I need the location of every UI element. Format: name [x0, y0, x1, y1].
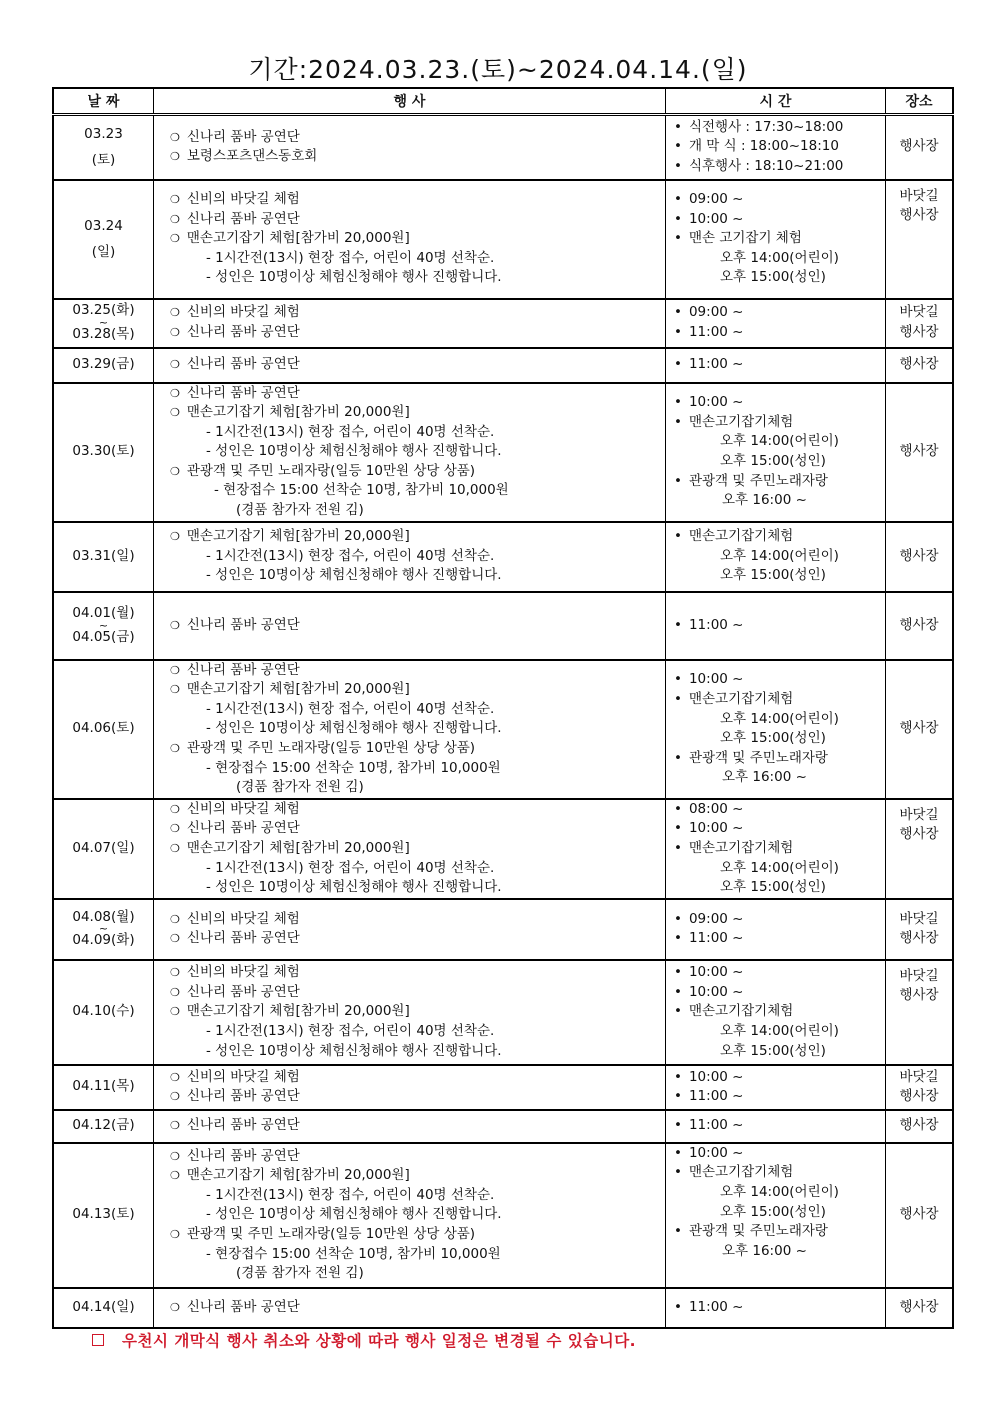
- notice-text: 우천시 개막식 행사 취소와 상황에 따라 행사 일정은 변경될 수 있습니다.: [122, 1332, 637, 1350]
- table-header-row: [53, 88, 953, 115]
- time-cell: [666, 383, 886, 522]
- time-item: • 11:00 ~: [674, 1116, 885, 1136]
- date-cell: [53, 592, 154, 660]
- date-text: 03.24: [84, 218, 123, 234]
- event-item: ❍ 관광객 및 주민 노래자랑(일등 10만원 상당 상품): [170, 1225, 665, 1245]
- table-row: [53, 348, 953, 383]
- table-row: [53, 899, 953, 960]
- time-item: • 관광객 및 주민노래자랑: [674, 749, 885, 769]
- time-item: 오후 15:00(성인): [720, 730, 826, 747]
- time-item: • 10:00 ~: [674, 819, 885, 839]
- place-text: 행사장: [899, 443, 939, 460]
- table-row: [53, 1110, 953, 1143]
- event-item: ❍ 맨손고기잡기 체험[참가비 20,000원]: [170, 403, 665, 423]
- event-item: ❍ 신나리 품바 공연단: [170, 616, 665, 636]
- place-cell: [886, 299, 954, 348]
- place-text: 행사장: [899, 987, 939, 1004]
- time-cell: [666, 299, 886, 348]
- time-item: 오후 14:00(어린이): [720, 249, 839, 266]
- place-cell: [886, 1065, 954, 1110]
- event-detail: - 성인은 10명이상 체험신청해야 행사 진행합니다.: [206, 443, 502, 460]
- event-item: ❍ 신나리 품바 공연단: [170, 661, 665, 681]
- place-cell: [886, 660, 954, 799]
- time-item: 오후 16:00 ~: [722, 769, 807, 786]
- date-text: 04.09(화): [72, 932, 135, 949]
- date-cell: [53, 960, 154, 1065]
- place-cell: [886, 115, 954, 180]
- time-item: 오후 16:00 ~: [722, 1242, 807, 1259]
- event-cell: [154, 592, 666, 660]
- event-item: ❍ 신나리 품바 공연단: [170, 1298, 665, 1318]
- range-tilde: ~: [98, 618, 109, 632]
- date-text: 03.28(목): [72, 326, 135, 342]
- date-text: 04.14(일): [72, 1298, 135, 1315]
- event-cell: [154, 960, 666, 1065]
- event-detail: - 성인은 10명이상 체험신청해야 행사 진행합니다.: [206, 720, 502, 737]
- place-cell: [886, 1110, 954, 1143]
- date-cell: [53, 522, 154, 592]
- time-item: • 관광객 및 주민노래자랑: [674, 472, 885, 492]
- time-item: 오후 15:00(성인): [720, 1042, 826, 1059]
- time-cell: [666, 660, 886, 799]
- date-text: 04.10(수): [72, 1003, 135, 1020]
- event-item: ❍ 신비의 바닷길 체험: [170, 800, 665, 820]
- table-row: [53, 115, 953, 180]
- event-cell: [154, 348, 666, 383]
- event-cell: [154, 1143, 666, 1288]
- time-cell: [666, 799, 886, 899]
- header-time: 시 간: [666, 88, 886, 115]
- place-text: 행사장: [899, 1298, 939, 1315]
- table-row: [53, 383, 953, 522]
- time-cell: [666, 899, 886, 960]
- event-item: ❍ 신비의 바닷길 체험: [170, 190, 665, 210]
- time-item: • 10:00 ~: [674, 210, 885, 230]
- date-text: 03.29(금): [72, 356, 135, 373]
- schedule-body: [53, 115, 953, 1328]
- header-place: 장소: [886, 88, 954, 115]
- time-cell: [666, 1143, 886, 1288]
- event-item: ❍ 보령스포츠댄스동호회: [170, 147, 665, 167]
- date-cell: [53, 348, 154, 383]
- time-cell: [666, 1110, 886, 1143]
- date-text: 04.08(월): [72, 908, 135, 925]
- time-item: • 식후행사 : 18:10~21:00: [674, 157, 885, 177]
- page-title: 기간:2024.03.23.(토)~2024.04.14.(일): [248, 55, 748, 84]
- place-text: 행사장: [899, 1117, 939, 1134]
- time-item: • 식전행사 : 17:30~18:00: [674, 118, 885, 138]
- date-cell: [53, 1065, 154, 1110]
- date-text: 04.07(일): [72, 840, 135, 856]
- time-item: 오후 15:00(성인): [720, 1203, 826, 1220]
- date-text: 04.12(금): [72, 1117, 135, 1134]
- date-cell: [53, 1288, 154, 1328]
- date-text: 03.25(화): [72, 302, 135, 319]
- place-text: 행사장: [899, 826, 939, 843]
- place-text: 행사장: [899, 1206, 939, 1223]
- time-cell: [666, 522, 886, 592]
- event-item: ❍ 신비의 바닷길 체험: [170, 963, 665, 983]
- date-cell: [53, 180, 154, 299]
- event-item: ❍ 신비의 바닷길 체험: [170, 910, 665, 930]
- event-cell: [154, 799, 666, 899]
- time-item: • 08:00 ~: [674, 800, 885, 820]
- time-item: • 09:00 ~: [674, 910, 885, 930]
- header-event: 행 사: [154, 88, 666, 115]
- place-text: 행사장: [899, 138, 939, 155]
- date-text: (일): [91, 244, 116, 260]
- place-text: 행사장: [899, 720, 939, 737]
- table-row: [53, 1065, 953, 1110]
- place-cell: [886, 383, 954, 522]
- range-tilde: ~: [98, 922, 109, 936]
- table-row: [53, 960, 953, 1065]
- event-detail: - 성인은 10명이상 체험신청해야 행사 진행합니다.: [206, 1042, 502, 1059]
- event-detail: - 1시간전(13시) 현장 접수, 어린이 40명 선착순.: [206, 859, 495, 876]
- place-cell: [886, 180, 954, 299]
- time-item: • 09:00 ~: [674, 190, 885, 210]
- place-text: 행사장: [899, 207, 939, 224]
- date-text: 03.23: [84, 126, 123, 143]
- event-item: ❍ 맨손고기잡기 체험[참가비 20,000원]: [170, 229, 665, 249]
- time-item: • 10:00 ~: [674, 963, 885, 983]
- time-item: • 개 막 식 : 18:00~18:10: [674, 137, 885, 157]
- event-detail: - 성인은 10명이상 체험신청해야 행사 진행합니다.: [206, 1206, 502, 1223]
- event-item: ❍ 신나리 품바 공연단: [170, 128, 665, 148]
- place-cell: [886, 799, 954, 899]
- event-item: ❍ 관광객 및 주민 노래자랑(일등 10만원 상당 상품): [170, 739, 665, 759]
- time-item: 오후 14:00(어린이): [720, 710, 839, 727]
- event-item: ❍ 신나리 품바 공연단: [170, 323, 665, 343]
- table-row: [53, 660, 953, 799]
- date-text: 04.06(토): [72, 720, 135, 737]
- event-detail: (경품 참가자 전원 김): [236, 779, 364, 796]
- time-cell: [666, 960, 886, 1065]
- event-detail: - 1시간전(13시) 현장 접수, 어린이 40명 선착순.: [206, 423, 495, 440]
- event-item: ❍ 맨손고기잡기 체험[참가비 20,000원]: [170, 1002, 665, 1022]
- time-cell: [666, 348, 886, 383]
- table-row: [53, 1143, 953, 1288]
- time-item: • 10:00 ~: [674, 670, 885, 690]
- time-item: 오후 15:00(성인): [720, 453, 826, 470]
- event-item: ❍ 신나리 품바 공연단: [170, 210, 665, 230]
- time-item: • 11:00 ~: [674, 1087, 885, 1107]
- event-detail: - 1시간전(13시) 현장 접수, 어린이 40명 선착순.: [206, 1023, 495, 1040]
- date-cell: [53, 660, 154, 799]
- place-cell: [886, 899, 954, 960]
- date-text: 04.11(목): [72, 1078, 135, 1095]
- place-text: 행사장: [899, 547, 939, 564]
- event-item: ❍ 신나리 품바 공연단: [170, 819, 665, 839]
- time-cell: [666, 592, 886, 660]
- schedule-table: [52, 87, 954, 1329]
- event-detail: - 성인은 10명이상 체험신청해야 행사 진행합니다.: [206, 879, 502, 896]
- place-text: 행사장: [899, 1088, 939, 1105]
- time-item: 오후 14:00(어린이): [720, 433, 839, 450]
- event-item: ❍ 맨손고기잡기 체험[참가비 20,000원]: [170, 527, 665, 547]
- event-cell: [154, 115, 666, 180]
- date-text: 04.13(토): [72, 1206, 135, 1223]
- time-item: 오후 15:00(성인): [720, 269, 826, 286]
- event-detail: (경품 참가자 전원 김): [236, 1265, 364, 1282]
- time-item: • 맨손고기잡기체험: [674, 1163, 885, 1183]
- time-item: • 관광객 및 주민노래자랑: [674, 1222, 885, 1242]
- date-text: 04.01(월): [72, 605, 135, 622]
- event-detail: - 성인은 10명이상 체험신청해야 행사 진행합니다.: [206, 269, 502, 286]
- event-item: ❍ 신나리 품바 공연단: [170, 983, 665, 1003]
- event-item: ❍ 신나리 품바 공연단: [170, 384, 665, 404]
- event-item: ❍ 신나리 품바 공연단: [170, 929, 665, 949]
- event-detail: (경품 참가자 전원 김): [236, 502, 364, 519]
- time-item: • 맨손고기잡기체험: [674, 413, 885, 433]
- event-detail: - 1시간전(13시) 현장 접수, 어린이 40명 선착순.: [206, 547, 495, 564]
- date-text: (토): [91, 152, 116, 169]
- event-detail: - 현장접수 15:00 선착순 10명, 참가비 10,000원: [214, 482, 509, 499]
- event-cell: [154, 383, 666, 522]
- time-cell: [666, 1288, 886, 1328]
- place-cell: [886, 1143, 954, 1288]
- range-tilde: ~: [98, 316, 109, 329]
- time-item: • 11:00 ~: [674, 616, 885, 636]
- event-detail: - 1시간전(13시) 현장 접수, 어린이 40명 선착순.: [206, 700, 495, 717]
- time-item: • 맨손고기잡기체험: [674, 690, 885, 710]
- place-text: 행사장: [899, 616, 939, 633]
- event-detail: - 현장접수 15:00 선착순 10명, 참가비 10,000원: [206, 1245, 501, 1262]
- place-text: 행사장: [899, 324, 939, 340]
- event-cell: [154, 299, 666, 348]
- event-cell: [154, 522, 666, 592]
- time-item: 오후 16:00 ~: [722, 492, 807, 509]
- checkbox-square-icon: [92, 1334, 104, 1346]
- date-text: 04.05(금): [72, 628, 135, 645]
- place-text: 바닷길: [899, 187, 939, 204]
- time-item: • 10:00 ~: [674, 1068, 885, 1088]
- table-row: [53, 180, 953, 299]
- time-item: 오후 14:00(어린이): [720, 859, 839, 876]
- table-row: [53, 522, 953, 592]
- event-item: ❍ 신나리 품바 공연단: [170, 1116, 665, 1136]
- event-detail: - 현장접수 15:00 선착순 10명, 참가비 10,000원: [206, 759, 501, 776]
- table-row: [53, 799, 953, 899]
- date-cell: [53, 383, 154, 522]
- event-item: ❍ 신비의 바닷길 체험: [170, 1068, 665, 1088]
- date-cell: [53, 899, 154, 960]
- place-cell: [886, 960, 954, 1065]
- date-cell: [53, 799, 154, 899]
- event-item: ❍ 관광객 및 주민 노래자랑(일등 10만원 상당 상품): [170, 462, 665, 482]
- event-item: ❍ 신나리 품바 공연단: [170, 1147, 665, 1167]
- time-cell: [666, 1065, 886, 1110]
- time-cell: [666, 115, 886, 180]
- place-text: 행사장: [899, 930, 939, 947]
- time-item: • 11:00 ~: [674, 929, 885, 949]
- notice: [92, 1329, 636, 1351]
- time-item: • 10:00 ~: [674, 393, 885, 413]
- date-cell: [53, 1110, 154, 1143]
- time-item: • 맨손고기잡기체험: [674, 527, 885, 547]
- event-item: ❍ 신비의 바닷길 체험: [170, 303, 665, 323]
- time-item: • 10:00 ~: [674, 1144, 885, 1164]
- time-item: • 09:00 ~: [674, 303, 885, 323]
- time-item: • 맨손고기잡기체험: [674, 1002, 885, 1022]
- time-item: • 맨손고기잡기체험: [674, 839, 885, 859]
- time-item: 오후 14:00(어린이): [720, 547, 839, 564]
- time-item: • 11:00 ~: [674, 323, 885, 343]
- time-item: • 11:00 ~: [674, 1298, 885, 1318]
- time-item: 오후 15:00(성인): [720, 567, 826, 584]
- place-text: 바닷길: [899, 304, 939, 321]
- event-detail: - 1시간전(13시) 현장 접수, 어린이 40명 선착순.: [206, 249, 495, 266]
- event-cell: [154, 1065, 666, 1110]
- event-cell: [154, 180, 666, 299]
- place-cell: [886, 592, 954, 660]
- event-cell: [154, 899, 666, 960]
- time-item: 오후 14:00(어린이): [720, 1183, 839, 1200]
- event-detail: - 1시간전(13시) 현장 접수, 어린이 40명 선착순.: [206, 1186, 495, 1203]
- time-item: • 맨손 고기잡기 체험: [674, 229, 885, 249]
- time-cell: [666, 180, 886, 299]
- table-row: [53, 1288, 953, 1328]
- time-item: 오후 14:00(어린이): [720, 1023, 839, 1040]
- time-item: • 10:00 ~: [674, 983, 885, 1003]
- event-item: ❍ 맨손고기잡기 체험[참가비 20,000원]: [170, 839, 665, 859]
- time-item: • 11:00 ~: [674, 355, 885, 375]
- table-row: [53, 299, 953, 348]
- event-item: ❍ 신나리 품바 공연단: [170, 1087, 665, 1107]
- event-detail: - 성인은 10명이상 체험신청해야 행사 진행합니다.: [206, 567, 502, 584]
- event-cell: [154, 1288, 666, 1328]
- place-text: 행사장: [899, 356, 939, 373]
- header-date: 날 짜: [53, 88, 154, 115]
- event-cell: [154, 660, 666, 799]
- event-item: ❍ 맨손고기잡기 체험[참가비 20,000원]: [170, 680, 665, 700]
- table-row: [53, 592, 953, 660]
- date-text: 03.31(일): [72, 547, 135, 564]
- place-cell: [886, 348, 954, 383]
- event-item: ❍ 신나리 품바 공연단: [170, 355, 665, 375]
- event-item: ❍ 맨손고기잡기 체험[참가비 20,000원]: [170, 1166, 665, 1186]
- date-text: 03.30(토): [72, 443, 135, 460]
- place-cell: [886, 1288, 954, 1328]
- date-cell: [53, 1143, 154, 1288]
- place-cell: [886, 522, 954, 592]
- date-cell: [53, 115, 154, 180]
- event-cell: [154, 1110, 666, 1143]
- time-item: 오후 15:00(성인): [720, 879, 826, 896]
- place-text: 바닷길: [899, 1068, 939, 1085]
- date-cell: [53, 299, 154, 348]
- place-text: 바닷길: [899, 806, 939, 823]
- place-text: 바닷길: [899, 967, 939, 984]
- place-text: 바닷길: [899, 910, 939, 927]
